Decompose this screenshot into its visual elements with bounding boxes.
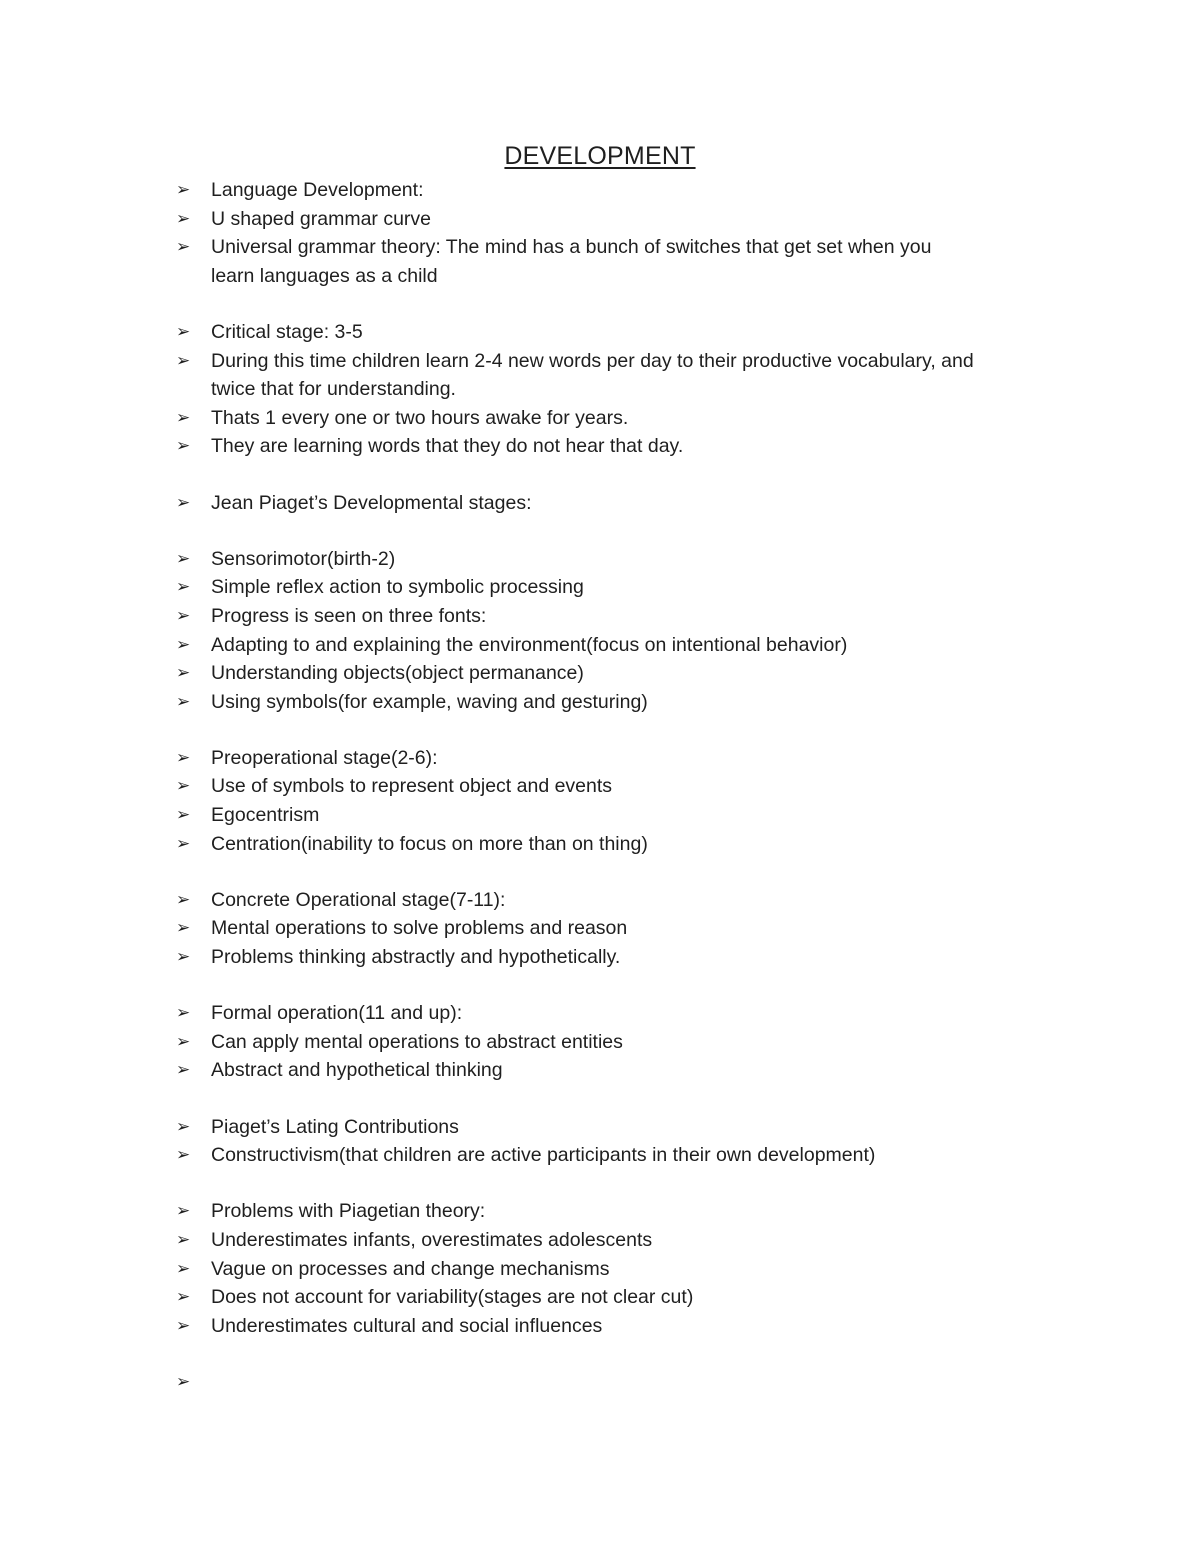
- arrow-bullet-icon: ➢: [176, 605, 191, 626]
- list-item: [176, 1283, 1076, 1312]
- list-item-text: Piaget’s Lating Contributions: [211, 1115, 459, 1138]
- list-item-text: Mental operations to solve problems and reason: [211, 917, 628, 940]
- list-item: [176, 801, 1076, 830]
- list-item-text: Vague on processes and change mechanisms: [211, 1257, 610, 1280]
- list-item: [176, 688, 1076, 717]
- arrow-bullet-icon: ➢: [176, 776, 191, 797]
- list-item-text: Preoperational stage(2-6):: [211, 746, 438, 769]
- list-item-text: Constructivism(that children are active participants in their own development): [211, 1144, 876, 1167]
- list-item: [176, 1141, 1076, 1170]
- list-item: [176, 1312, 1076, 1341]
- bullet-list: [176, 176, 1076, 1392]
- arrow-bullet-icon: ➢: [176, 918, 191, 939]
- arrow-bullet-icon: ➢: [176, 1229, 191, 1250]
- list-item-text: Formal operation(11 and up):: [211, 1002, 463, 1025]
- list-item: [176, 1113, 1076, 1142]
- arrow-bullet-icon: ➢: [176, 321, 191, 342]
- list-item-text: Abstract and hypothetical thinking: [211, 1059, 503, 1082]
- arrow-bullet-icon: ➢: [176, 577, 191, 598]
- arrow-bullet-icon: ➢: [176, 1145, 191, 1166]
- list-item-text: Egocentrism: [211, 804, 320, 827]
- arrow-bullet-icon: ➢: [176, 1116, 191, 1137]
- arrow-bullet-icon: ➢: [176, 1371, 191, 1392]
- arrow-bullet-icon: ➢: [176, 1060, 191, 1081]
- arrow-bullet-icon: ➢: [176, 407, 191, 428]
- list-item: [176, 602, 1076, 631]
- arrow-bullet-icon: ➢: [176, 1031, 191, 1052]
- list-item: [176, 1028, 1076, 1057]
- list-item-text: Universal grammar theory: The mind has a bunch of switches that get set when you learn languages as a child: [211, 236, 932, 287]
- list-item: [176, 1197, 1076, 1226]
- list-item-text: During this time children learn 2-4 new words per day to their productive vocabulary, and twice that for understanding.: [211, 349, 974, 401]
- arrow-bullet-icon: ➢: [176, 805, 191, 826]
- arrow-bullet-icon: ➢: [176, 1287, 191, 1308]
- arrow-bullet-icon: ➢: [176, 492, 191, 513]
- arrow-bullet-icon: ➢: [176, 691, 191, 712]
- arrow-bullet-icon: ➢: [176, 747, 191, 768]
- list-item: [176, 432, 1076, 461]
- list-item-text: Progress is seen on three fonts:: [211, 604, 487, 627]
- arrow-bullet-icon: ➢: [176, 548, 191, 569]
- list-item-text: Jean Piaget’s Developmental stages:: [211, 491, 532, 514]
- arrow-bullet-icon: ➢: [176, 180, 191, 200]
- arrow-bullet-icon: ➢: [176, 889, 191, 910]
- list-item-text: Simple reflex action to symbolic processing: [211, 576, 584, 599]
- list-item: [176, 1226, 1076, 1255]
- arrow-bullet-icon: ➢: [176, 350, 191, 371]
- list-item-text: Using symbols(for example, waving and gesturing): [211, 690, 648, 713]
- list-item: [176, 318, 1076, 347]
- arrow-bullet-icon: ➢: [176, 1201, 191, 1222]
- list-item: [176, 1255, 1076, 1284]
- arrow-bullet-icon: ➢: [176, 436, 191, 457]
- list-item-text: Critical stage: 3-5: [211, 320, 363, 343]
- list-item-text: Does not account for variability(stages are not clear cut): [211, 1286, 694, 1309]
- list-item: [176, 545, 1076, 574]
- arrow-bullet-icon: ➢: [176, 833, 191, 854]
- arrow-bullet-icon: ➢: [176, 1258, 191, 1279]
- list-item-text: Can apply mental operations to abstract entities: [211, 1030, 623, 1053]
- list-item: [176, 744, 1076, 773]
- list-item: [176, 772, 1076, 801]
- arrow-bullet-icon: ➢: [176, 947, 191, 968]
- list-item: [176, 573, 1076, 602]
- list-item: [176, 176, 1076, 205]
- list-item-text: Understanding objects(object permanance): [211, 662, 584, 685]
- arrow-bullet-icon: ➢: [176, 1003, 191, 1024]
- list-item-text: Sensorimotor(birth-2): [211, 547, 396, 570]
- list-item-text: Problems thinking abstractly and hypothetically.: [211, 946, 621, 969]
- list-item: [176, 943, 1076, 972]
- list-item: [176, 631, 1076, 660]
- list-item: [176, 886, 1076, 915]
- list-item-text: U shaped grammar curve: [211, 207, 432, 230]
- list-item: [176, 830, 1076, 859]
- list-item: [176, 205, 1076, 234]
- list-item-text: They are learning words that they do not hear that day.: [211, 435, 684, 458]
- list-item: [176, 1056, 1076, 1085]
- list-item-text: Adapting to and explaining the environment(focus on intentional behavior): [211, 633, 848, 656]
- list-item: [176, 914, 1076, 943]
- arrow-bullet-icon: ➢: [176, 208, 191, 229]
- document-title: DEVELOPMENT: [504, 142, 696, 170]
- list-item-text: Language Development:: [211, 179, 424, 201]
- list-item-text: Concrete Operational stage(7-11):: [211, 888, 506, 911]
- list-item-text: Use of symbols to represent object and events: [211, 775, 613, 798]
- list-item-text: Centration(inability to focus on more than on thing): [211, 832, 648, 855]
- arrow-bullet-icon: ➢: [176, 634, 191, 655]
- list-item-text: Problems with Piagetian theory:: [211, 1200, 486, 1223]
- list-item: [176, 347, 1076, 404]
- list-item-text: Thats 1 every one or two hours awake for years.: [211, 406, 629, 429]
- list-item: [176, 489, 1076, 518]
- list-item: [176, 404, 1076, 433]
- list-item: [176, 233, 1076, 290]
- list-item-text: Underestimates cultural and social influences: [211, 1314, 603, 1337]
- arrow-bullet-icon: ➢: [176, 663, 191, 684]
- list-item: [176, 659, 1076, 688]
- arrow-bullet-icon: ➢: [176, 237, 191, 258]
- arrow-bullet-icon: ➢: [176, 1315, 191, 1336]
- list-item: [176, 999, 1076, 1028]
- list-item-text: Underestimates infants, overestimates adolescents: [211, 1228, 653, 1251]
